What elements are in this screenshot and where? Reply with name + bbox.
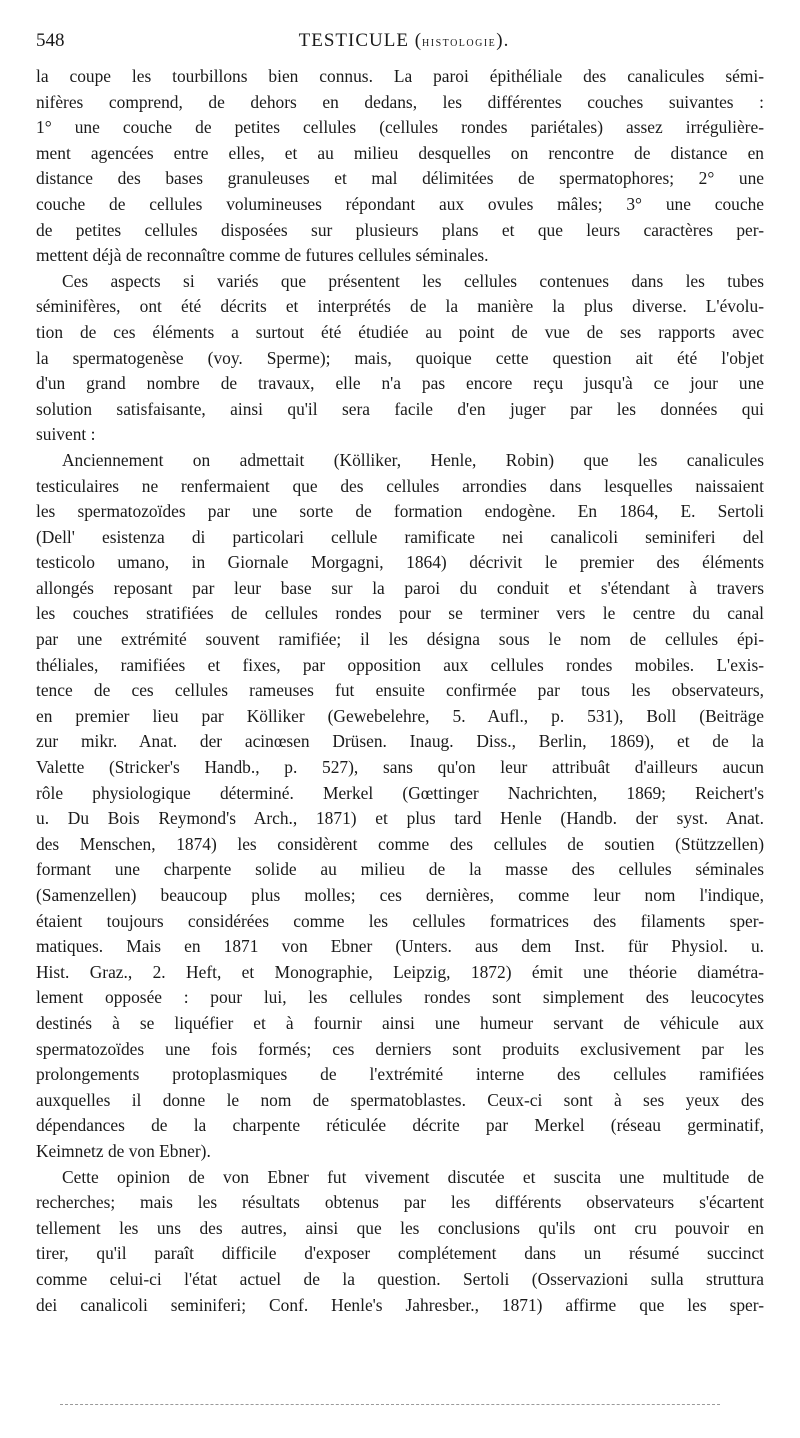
text-line: matiques. Mais en 1871 von Ebner (Unters. aus dem Inst. für Physiol. u. (36, 936, 764, 957)
text-line: de petites cellules disposées sur plusieurs plans et que leurs caractères per- (36, 219, 764, 240)
text-line: des Menschen, 1874) les considèrent comme des cellules de soutien (Stützzellen) (36, 833, 764, 854)
text-line: par une extrémité souvent ramifiée; il les désigna sous le nom de cellules épi- (36, 629, 764, 650)
running-title-subtitle: histologie (422, 35, 497, 50)
text-line: spermatozoïdes une fois formés; ces derniers sont produits exclusivement par les (36, 1038, 764, 1059)
text-line: formant une charpente solide au milieu de la masse des cellules séminales (36, 859, 764, 880)
text-line: lement opposée : pour lui, les cellules rondes sont simplement des leucocytes (36, 987, 764, 1008)
text-line: solution satisfaisante, ainsi qu'il sera facile d'en juger par les données qui (36, 398, 764, 419)
page-number: 548 (36, 30, 65, 51)
text-line: la spermatogenèse (voy. Sperme); mais, quoique cette question ait été l'objet (36, 347, 764, 368)
text-line: Keimnetz de von Ebner). (36, 1140, 211, 1161)
text-line: couche de cellules volumineuses répondant aux ovules mâles; 3° une couche (36, 193, 764, 214)
text-line: rôle physiologique déterminé. Merkel (Gœttinger Nachrichten, 1869; Reichert's (36, 782, 764, 803)
text-line: testiculaires ne renfermaient que des cellules arrondies dans lesquelles naissaient (36, 475, 764, 496)
text-line: comme celui-ci l'état actuel de la question. Sertoli (Osservazioni sulla struttura (36, 1268, 764, 1289)
text-line: les couches stratifiées de cellules rondes pour se terminer vers le centre du canal (36, 603, 764, 624)
text-line: Hist. Graz., 2. Heft, et Monographie, Leipzig, 1872) émit une théorie diamétra- (36, 961, 764, 982)
text-line: (Dell' esistenza di particolari cellule ramificate nei canalicoli seminiferi del (36, 526, 764, 547)
text-line: les spermatozoïdes par une sorte de formation endogène. En 1864, E. Sertoli (36, 501, 764, 522)
text-line: allongés reposant par leur base sur la paroi du conduit et s'étendant à travers (36, 577, 764, 598)
text-line: Ces aspects si variés que présentent les cellules contenues dans les tubes (62, 270, 764, 291)
running-title-close: ). (496, 30, 510, 51)
running-title-main: TESTICULE ( (298, 30, 423, 51)
text-line: 1° une couche de petites cellules (cellules rondes pariétales) assez irrégulière- (36, 117, 764, 138)
text-line: auxquelles il donne le nom de spermatoblastes. Ceux-ci sont à ses yeux des (36, 1089, 764, 1110)
text-line: prolongements protoplasmiques de l'extrémité interne des cellules ramifiées (36, 1064, 764, 1085)
text-line: mettent déjà de reconnaître comme de futures cellules séminales. (36, 245, 489, 266)
running-title (36, 30, 772, 52)
text-line: destinés à se liquéfier et à fournir ainsi une humeur servant de véhicule aux (36, 1012, 764, 1033)
text-line: dei canalicoli seminiferi; Conf. Henle's Jahresber., 1871) affirme que les sper- (36, 1294, 764, 1315)
text-line: zur mikr. Anat. der acinœsen Drüsen. Inaug. Diss., Berlin, 1869), et de la (36, 731, 764, 752)
text-line: Anciennement on admettait (Kölliker, Henle, Robin) que les canalicules (62, 449, 764, 470)
text-line: d'un grand nombre de travaux, elle n'a pas encore reçu jusqu'à ce jour une (36, 373, 764, 394)
text-line: recherches; mais les résultats obtenus par les différents observateurs s'écartent (36, 1192, 764, 1213)
text-line: théliales, ramifiées et fixes, par opposition aux cellules rondes mobiles. L'exis- (36, 654, 764, 675)
text-line: ment agencées entre elles, et au milieu desquelles on rencontre de distance en (36, 142, 764, 163)
text-line: testicolo umano, in Giornale Morgagni, 1864) décrivit le premier des éléments (36, 552, 764, 573)
running-head (36, 30, 772, 56)
text-line: Cette opinion de von Ebner fut vivement discutée et suscita une multitude de (62, 1166, 764, 1187)
footer-rule (60, 1404, 720, 1405)
text-line: en premier lieu par Kölliker (Gewebelehre, 5. Aufl., p. 531), Boll (Beiträge (36, 705, 764, 726)
text-line: tirer, qu'il paraît difficile d'exposer complétement dans un résumé succinct (36, 1243, 764, 1264)
text-line: séminifères, ont été décrits et interprétés de la manière la plus diverse. L'évolu- (36, 296, 764, 317)
body-text (36, 64, 764, 1318)
text-line: étaient toujours considérées comme les cellules formatrices des filaments sper- (36, 910, 764, 931)
text-line: suivent : (36, 424, 96, 445)
text-line: tellement les uns des autres, ainsi que les conclusions qu'ils ont cru pouvoir en (36, 1217, 764, 1238)
text-line: Valette (Stricker's Handb., p. 527), sans qu'on leur attribuât d'ailleurs aucun (36, 757, 764, 778)
text-line: nifères comprend, de dehors en dedans, les différentes couches suivantes : (36, 91, 764, 112)
text-line: tion de ces éléments a surtout été étudiée au point de vue de ses rapports avec (36, 321, 764, 342)
text-line: la coupe les tourbillons bien connus. La paroi épithéliale des canalicules sémi- (36, 66, 764, 86)
text-line: u. Du Bois Reymond's Arch., 1871) et plus tard Henle (Handb. der syst. Anat. (36, 808, 764, 829)
text-line: tence de ces cellules rameuses fut ensuite confirmée par tous les observateurs, (36, 680, 764, 701)
text-line: dépendances de la charpente réticulée décrite par Merkel (réseau germinatif, (36, 1115, 764, 1136)
text-line: distance des bases granuleuses et mal délimitées de spermatophores; 2° une (36, 168, 764, 189)
text-line: (Samenzellen) beaucoup plus molles; ces dernières, comme leur nom l'indique, (36, 885, 764, 905)
